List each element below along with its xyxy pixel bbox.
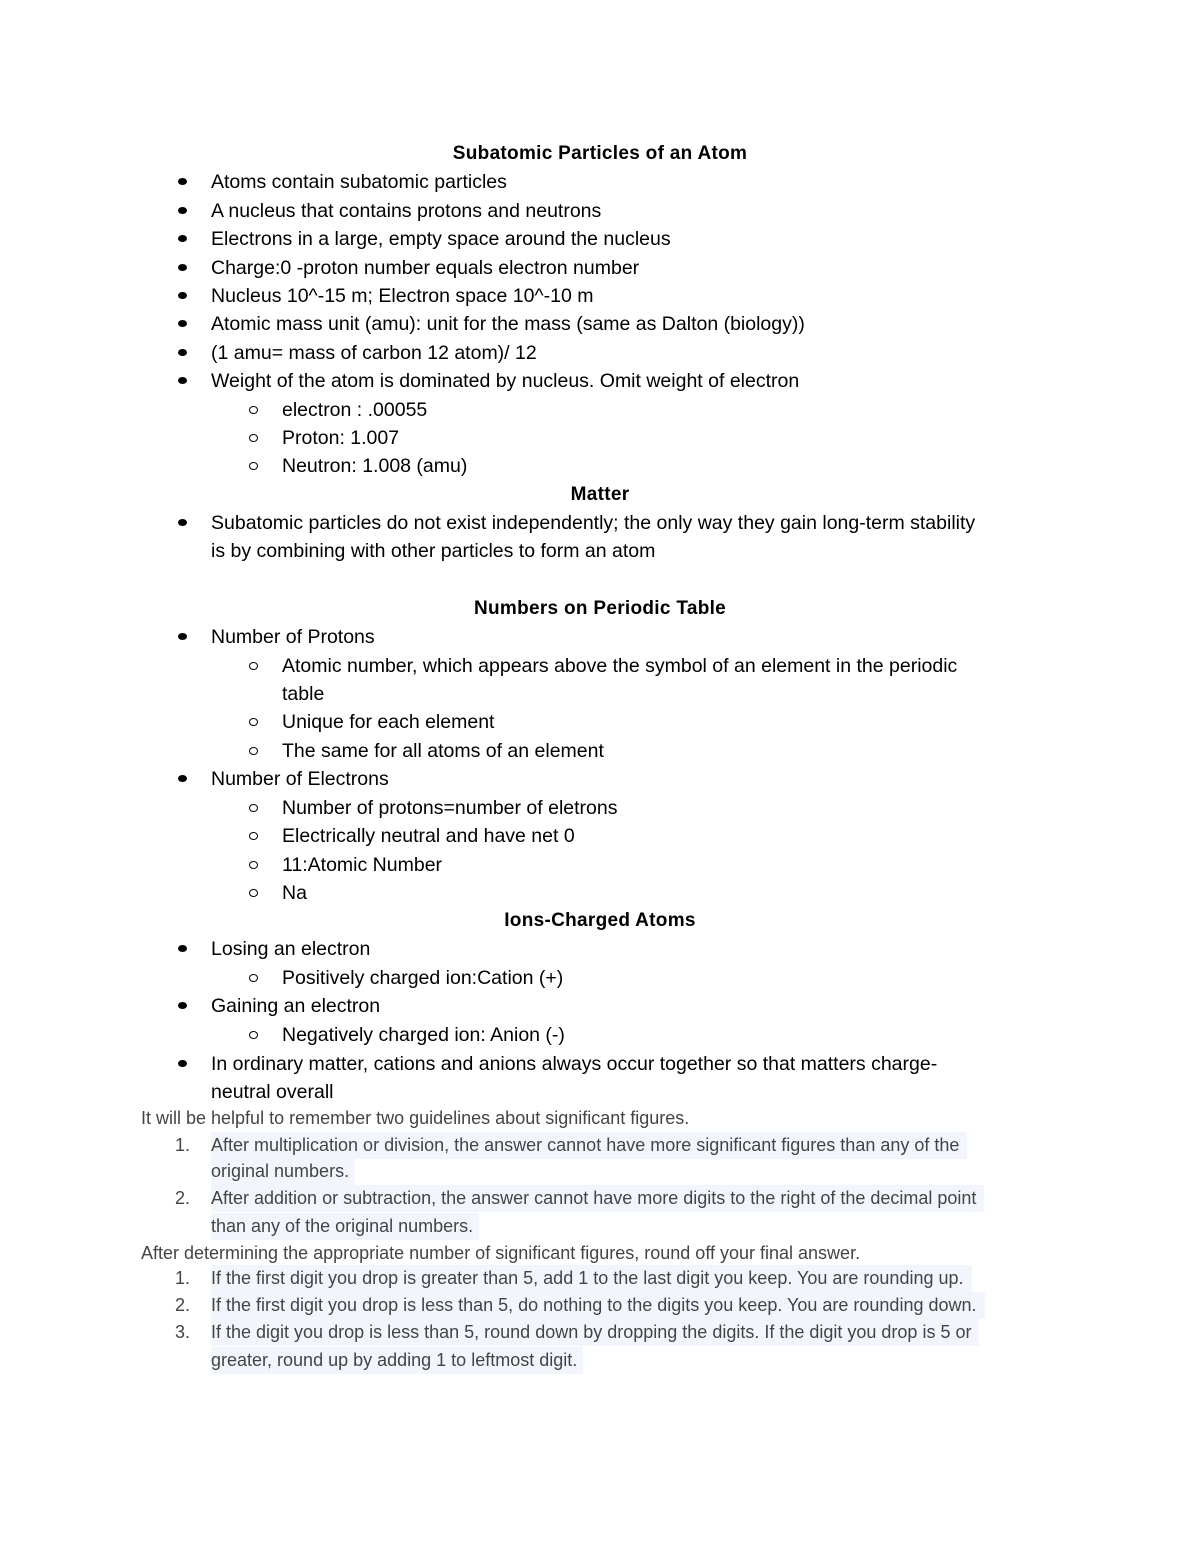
bullet-item: (1 amu= mass of carbon 12 atom)/ 12 xyxy=(211,339,537,367)
sub-bullet-item: Electrically neutral and have net 0 xyxy=(282,822,575,850)
item-number: 2. xyxy=(175,1295,191,1315)
sub-bullet-item: 11:Atomic Number xyxy=(282,851,442,879)
numbered-item xyxy=(175,1132,967,1159)
bullet-item: A nucleus that contains protons and neutrons xyxy=(211,197,601,225)
sub-bullet-continuation: table xyxy=(282,683,325,705)
bullet-item: Losing an electron xyxy=(211,935,370,963)
numbered-item-continuation: original numbers. xyxy=(211,1158,355,1185)
item-text: If the first digit you drop is less than 5, do nothing to the digits you keep. You are rounding down. xyxy=(211,1295,977,1315)
numbered-item xyxy=(175,1265,972,1292)
sub-bullet-item: Unique for each element xyxy=(282,708,494,736)
numbered-item xyxy=(175,1292,985,1319)
numbered-item xyxy=(175,1185,984,1212)
bullet-item: Number of Electrons xyxy=(211,765,389,793)
item-number: 2. xyxy=(175,1188,191,1208)
bullet-continuation: neutral overall xyxy=(211,1081,334,1103)
item-text: If the first digit you drop is greater than 5, add 1 to the last digit you keep. You are rounding up. xyxy=(211,1268,964,1288)
sub-bullet-item: Number of protons=number of eletrons xyxy=(282,794,617,822)
sub-bullet-item: Neutron: 1.008 (amu) xyxy=(282,452,467,480)
item-number: 1. xyxy=(175,1135,191,1155)
sub-bullet-item: electron : .00055 xyxy=(282,396,427,424)
sub-bullet-item: The same for all atoms of an element xyxy=(282,737,604,765)
sub-bullet-item: Na xyxy=(282,879,307,907)
bullet-item: Atomic mass unit (amu): unit for the mass (same as Dalton (biology)) xyxy=(211,310,805,338)
sub-bullet-item: Negatively charged ion: Anion (-) xyxy=(282,1021,565,1049)
item-text: After multiplication or division, the answer cannot have more significant figures than any of the xyxy=(211,1135,960,1155)
bullet-item: Charge:0 -proton number equals electron number xyxy=(211,254,639,282)
numbered-item-continuation: than any of the original numbers. xyxy=(211,1213,479,1240)
sigfigs-intro: It will be helpful to remember two guidelines about significant figures. xyxy=(141,1108,690,1128)
bullet-item: Number of Protons xyxy=(211,623,375,651)
numbered-item xyxy=(175,1319,979,1346)
item-number: 1. xyxy=(175,1268,191,1288)
heading-subatomic-particles: Subatomic Particles of an Atom xyxy=(452,143,748,164)
bullet-item: Weight of the atom is dominated by nucleus. Omit weight of electron xyxy=(211,367,799,395)
bullet-item: Atoms contain subatomic particles xyxy=(211,168,507,196)
sub-bullet-item: Proton: 1.007 xyxy=(282,424,399,452)
numbered-item-continuation: greater, round up by adding 1 to leftmost digit. xyxy=(211,1347,583,1374)
bullet-continuation: is by combining with other particles to form an atom xyxy=(211,540,656,562)
bullet-item: Electrons in a large, empty space around the nucleus xyxy=(211,225,671,253)
bullet-item: In ordinary matter, cations and anions always occur together so that matters charge- xyxy=(211,1050,937,1078)
rounding-intro: After determining the appropriate number of significant figures, round off your final answer. xyxy=(141,1243,861,1263)
sub-bullet-item: Atomic number, which appears above the symbol of an element in the periodic xyxy=(282,652,957,680)
heading-ions: Ions-Charged Atoms xyxy=(504,910,696,931)
heading-matter: Matter xyxy=(570,484,630,505)
item-text: If the digit you drop is less than 5, round down by dropping the digits. If the digit you drop is 5 or xyxy=(211,1322,972,1342)
sub-bullet-item: Positively charged ion:Cation (+) xyxy=(282,964,563,992)
bullet-item: Nucleus 10^-15 m; Electron space 10^-10 m xyxy=(211,282,593,310)
bullet-item: Subatomic particles do not exist independently; the only way they gain long-term stability xyxy=(211,509,975,537)
item-number: 3. xyxy=(175,1322,191,1342)
item-text: After addition or subtraction, the answer cannot have more digits to the right of the decimal point xyxy=(211,1188,977,1208)
bullet-item: Gaining an electron xyxy=(211,992,380,1020)
heading-periodic-table: Numbers on Periodic Table xyxy=(473,598,727,619)
